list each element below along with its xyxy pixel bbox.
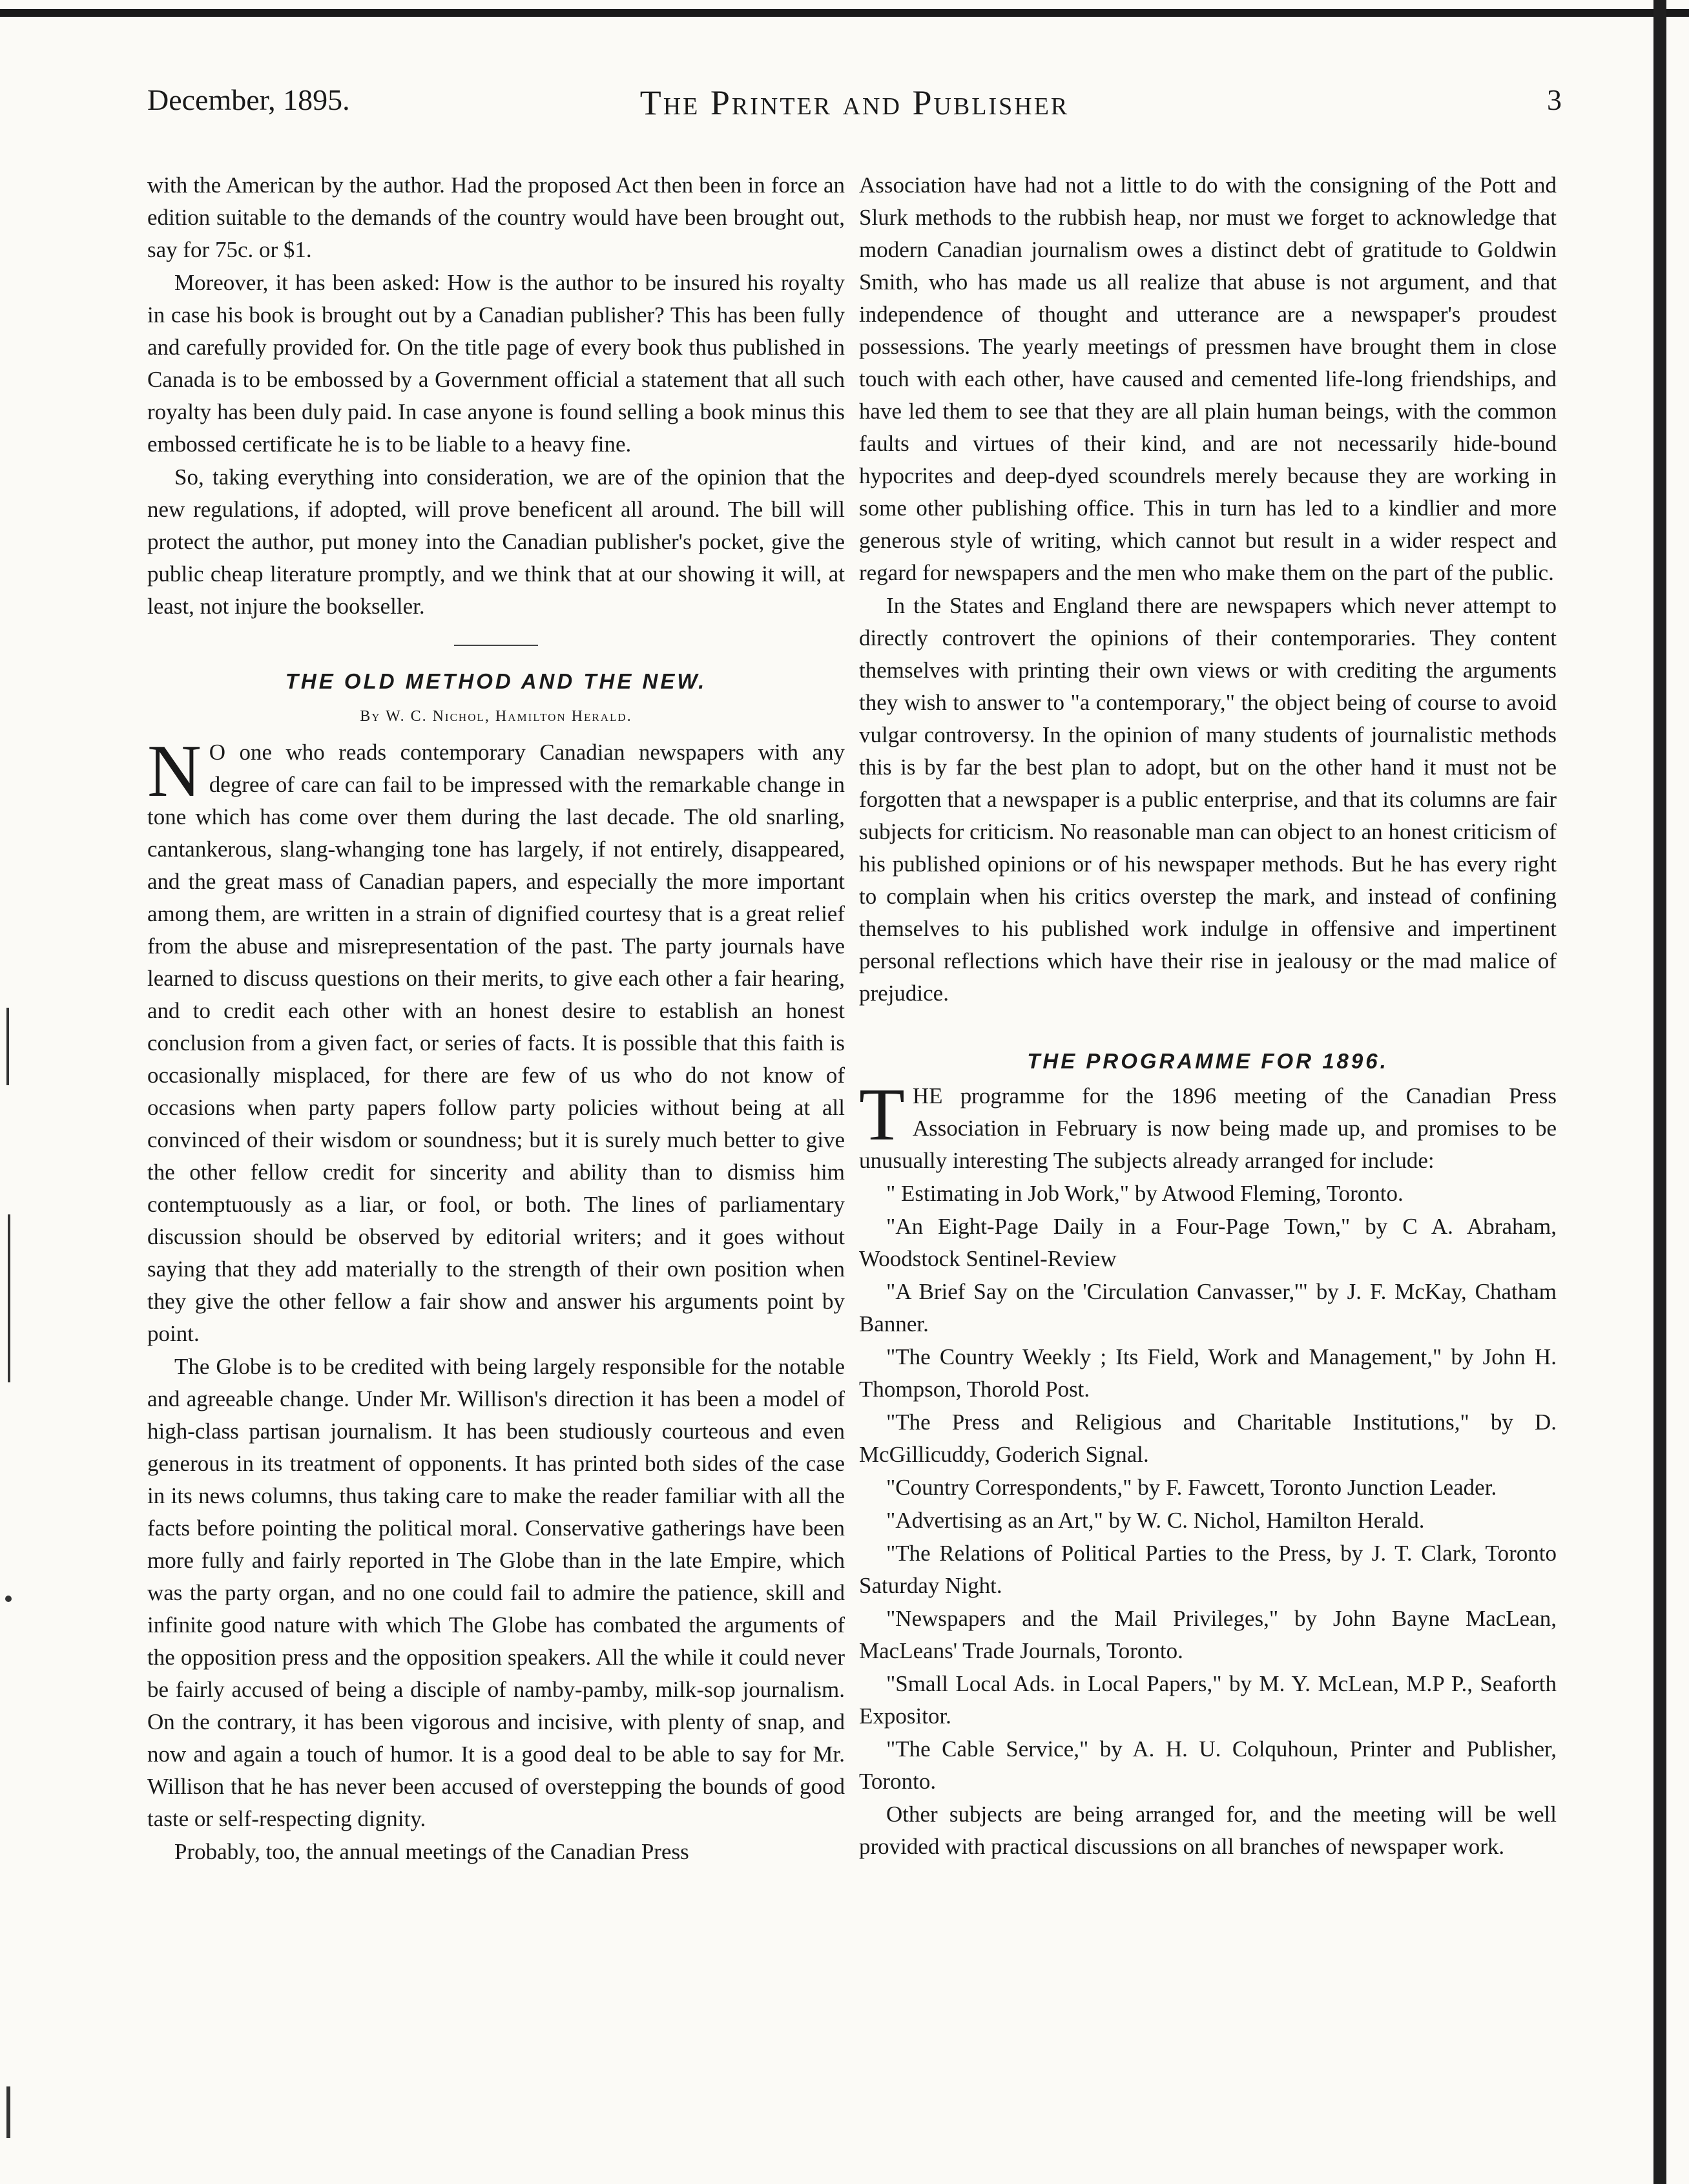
list-item: "The Cable Service," by A. H. U. Colquhoun, Printer and Publisher, Toronto.	[859, 1736, 1557, 1794]
list-item: "The Press and Religious and Charitable Institutions," by D. McGillicuddy, Goderich Signal.	[859, 1409, 1557, 1467]
page-number: 3	[1547, 83, 1562, 116]
list-item: "Small Local Ads. in Local Papers," by M. Y. McLean, M.P P., Seaforth Expositor.	[859, 1671, 1557, 1729]
paragraph: Moreover, it has been asked: How is the author to be insured his royalty in case his book is brought out by a Canadian publisher? This has been fully and carefully provided for. On the title page of every book thus published in Canada is to be embossed by a Government official a statement that all such royalty has been duly paid. In case anyone is found selling a book minus this embossed certificate he is to be liable to a heavy fine.	[147, 270, 845, 457]
list-item: "Newspapers and the Mail Privileges," by John Bayne MacLean, MacLeans' Trade Journals, Toronto.	[859, 1606, 1557, 1663]
paragraph: So, taking everything into consideration, we are of the opinion that the new regulations, if adopted, will prove beneficent all around. The bill will protect the author, put money into the Canadian publisher's pocket, give the public cheap literature promptly, and we think that at our showing it will, at least, not injure the bookseller.	[147, 464, 845, 619]
paragraph: Association have had not a little to do with the consigning of the Pott and Slurk methods to the rubbish heap, nor must we forget to acknowledge that modern Canadian journalism owes a distinct debt of gratitude to Goldwin Smith, who has made us all realize that abuse is not argument, and that independence of thought and utterance are a newspaper's proudest possessions. The yearly meetings of pressmen have brought them in close touch with each other, have caused and cemented life-long friendships, and have led them to see that they are all plain human beings, with the common faults and virtues of their kind, and are not necessarily hide-bound hypocrites and deep-dyed scoundrels merely because they are working in some other publishing office. This in turn has led to a kindlier and more generous style of writing, which cannot but result in a wider respect and regard for newspapers and the men who make them on the part of the public.	[859, 172, 1557, 585]
drop-cap: T	[859, 1074, 905, 1156]
list-item: " Estimating in Job Work," by Atwood Fleming, Toronto.	[886, 1181, 1404, 1206]
article-title: THE PROGRAMME FOR 1896.	[1027, 1049, 1389, 1073]
page-edge-shadow	[1653, 0, 1666, 2184]
paragraph-text: HE programme for the 1896 meeting of the Canadian Press Association in February is now being made up, and promises to be unusually interesting The subjects already arranged for include:	[859, 1083, 1557, 1173]
margin-mark	[8, 1214, 10, 1382]
margin-mark	[6, 2086, 10, 2138]
list-item: "The Relations of Political Parties to the Press, by J. T. Clark, Toronto Saturday Night.	[859, 1541, 1557, 1598]
paragraph-text: O one who reads contemporary Canadian newspapers with any degree of care can fail to be impressed with the remarkable change in tone which has come over them during the last decade. The old snarling, cantankerous, slang-whanging tone has largely, if not entirely, disappeared, and the great mass of Canadian papers, and especially the more important among them, are written in a strain of dignified courtesy that is a great relief from the abuse and misrepresentation of the past. The party journals have learned to discuss questions on their merits, to give each other a fair hearing, and to credit each other with an honest desire to establish an honest conclusion from a given fact, or series of facts. It is possible that this faith is occasionally misplaced, for there are few of us who do not know of occasions when party papers follow party policies without being at all convinced of their wisdom or soundness; but it is surely much better to give the other fellow credit for sincerity and ability than to dismiss him contemptuously as a liar, or fool, or both. The lines of parliamentary discussion should be observed by editorial writers; and it goes without saying that they add materially to the strength of their own position when they give the other fellow a fair show and answer his arguments point by point.	[147, 740, 845, 1346]
section-divider	[454, 645, 538, 646]
article-byline: By W. C. Nichol, Hamilton Herald.	[360, 708, 632, 725]
paragraph: with the American by the author. Had the proposed Act then been in force an edition suitable to the demands of the country would have been brought out, say for 75c. or $1.	[147, 172, 845, 262]
paragraph: The Globe is to be credited with being largely responsible for the notable and agreeable change. Under Mr. Willison's direction it has been a model of high-class partisan journalism. It has been studiously courteous and even generous in its treatment of opponents. It has printed both sides of the case in its news columns, thus taking care to make the reader familiar with all the facts before pointing the political moral. Conservative gatherings have been more fully and fairly reported in The Globe than in the late Empire, which was the party organ, and no one could fail to admire the patience, skill and infinite good nature with which The Globe has combated the arguments of the opposition press and the opposition speakers. All the while it could never be fairly accused of being a disciple of namby-pamby, milk-sop journalism. On the contrary, it has been vigorous and incisive, with plenty of snap, and now and again a touch of humor. It is a good deal to be able to say for Mr. Willison that he has never been accused of overstepping the bounds of good taste or self-respecting dignity.	[147, 1354, 845, 1831]
paragraph: In the States and England there are newspapers which never attempt to directly controvert the opinions of their contemporaries. They content themselves with printing their own views or with crediting the arguments they wish to answer to "a contemporary," the object being of course to avoid vulgar controversy. In the opinion of many students of journalistic methods this is by far the best plan to adopt, but on the other hand it must not be forgotten that a newspaper is a public enterprise, and that its columns are fair subjects for criticism. No reasonable man can object to an honest criticism of his published opinions or of his newspaper methods. But he has every right to complain when his critics overstep the mark, and instead of confining themselves to his published work indulge in offensive and impertinent personal reflections which have their rise in jealousy or the mad malice of prejudice.	[859, 593, 1557, 1006]
paragraph: Other subjects are being arranged for, and the meeting will be well provided with practical discussions on all branches of newspaper work.	[859, 1802, 1557, 1859]
article-title: THE OLD METHOD AND THE NEW.	[285, 669, 707, 693]
left-column	[147, 169, 845, 1869]
paragraph	[147, 730, 845, 1350]
list-item: "Country Correspondents," by F. Fawcett, Toronto Junction Leader.	[886, 1475, 1497, 1500]
paragraph: Probably, too, the annual meetings of the Canadian Press	[174, 1839, 689, 1864]
margin-mark	[6, 1008, 9, 1085]
issue-date: December, 1895.	[147, 83, 350, 116]
list-item: "A Brief Say on the 'Circulation Canvasser,'" by J. F. McKay, Chatham Banner.	[859, 1279, 1557, 1336]
paragraph	[859, 1074, 1557, 1177]
drop-cap: N	[147, 730, 202, 813]
right-column	[859, 169, 1557, 1864]
list-item: "Advertising as an Art," by W. C. Nichol, Hamilton Herald.	[886, 1508, 1425, 1533]
list-item: "An Eight-Page Daily in a Four-Page Town," by C A. Abraham, Woodstock Sentinel-Review	[859, 1214, 1557, 1271]
publication-title: The Printer and Publisher	[639, 83, 1070, 122]
list-item: "The Country Weekly ; Its Field, Work and Management," by John H. Thompson, Thorold Post.	[859, 1344, 1557, 1402]
running-header	[147, 83, 1562, 128]
top-rule	[0, 9, 1689, 17]
margin-mark	[5, 1596, 12, 1602]
